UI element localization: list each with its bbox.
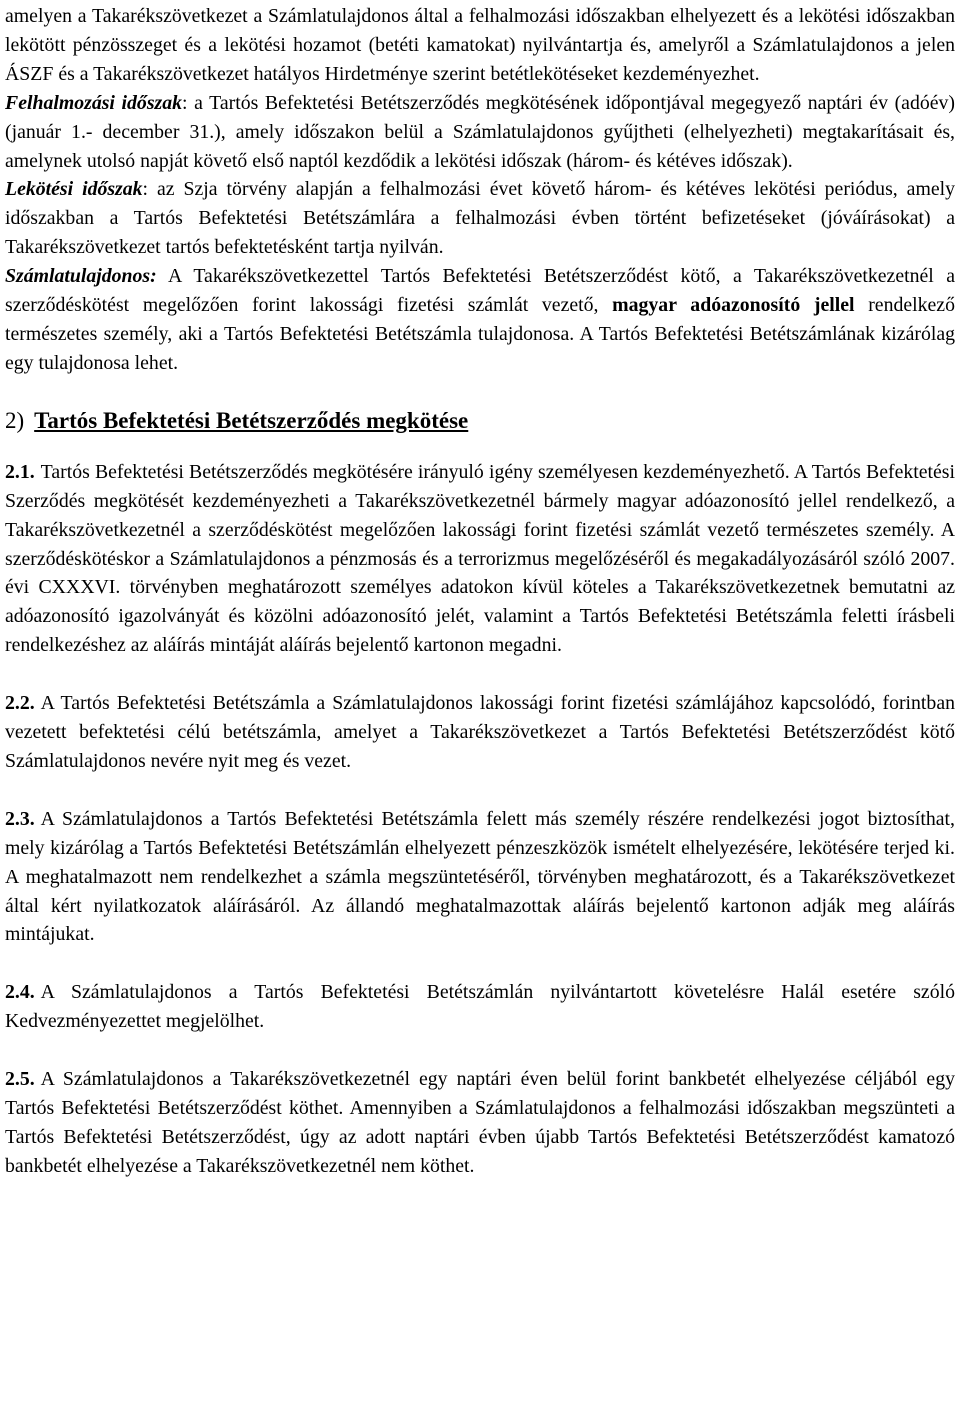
clause-text: A Számlatulajdonos a Takarékszövetkezetnél egy naptári éven belül forint bankbetét elhelyezése céljából egy Tartós Befektetési Betétszerződést köthet. Amennyiben a Számlatulajdonos a felhalmozási időszakban megszünteti a Tartós Befektetési Betétszerződést, úgy az adott naptári évben újabb Tartós Befektetési Betétszerződést kamatozó bankbetét elhelyezése a Takarékszövetkezetnél nem köthet. [5, 1068, 955, 1177]
clause-text: Tartós Befektetési Betétszerződés megkötésére irányuló igény személyesen kezdeményezhető. A Tartós Befektetési Szerződés megkötését kezdeményezheti a Takarékszövetkezetnél bármely magyar adóazonosító jellel rendelkező, a Takarékszövetkezetnél a szerződéskötést megelőzően lakossági forint fizetési számlát vezető természetes személy. A szerződéskötéskor a Számlatulajdonos a pénzmosás és a terrorizmus megelőzéséről és megakadályozásáról szóló 2007. évi CXXXVI. törvényben meghatározott személyes adatokon kívül köteles a Takarékszövetkezetnek bemutatni az adóazonosító igazolványát és közölni adóazonosító jelét, valamint a Tartós Befektetési Betétszámla feletti írásbeli rendelkezéshez az aláírás mintáját aláírás bejelentő kartonon megadni. [5, 460, 955, 657]
section-title: Tartós Befektetési Betétszerződés megkötése [34, 407, 469, 433]
clause-text: A Számlatulajdonos a Tartós Befektetési Betétszámla felett más személy részére rendelkezési jogot biztosíthat, mely kizárólag a Tartós Befektetési Betétszámlán elhelyezett pénzeszközök ismételt elhelyezésére, lekötésére terjed ki. A meghatalmazott nem rendelkezhet a számla megszüntetéséről, törvényben meghatározott, és a Takarékszövetkezet által kért nyilatkozatok aláírásáról. Az állandó meghatalmazottak aláírás bejelentő kartonon adják meg aláírás mintájukat. [5, 807, 955, 946]
definition-lekotesi-idoszak [5, 175, 955, 262]
section-number: 2) [5, 407, 25, 433]
definition-term: Felhalmozási időszak [5, 91, 182, 114]
clause-number: 2.5. [5, 1068, 35, 1091]
clause-2-2 [5, 689, 955, 776]
definition-text-after: rendelkező természetes személy, aki a Tartós Befektetési Betétszámla tulajdonosa. A Tartós Befektetési Betétszámlának kizárólag egy tulajdonosa lehet. [5, 294, 955, 374]
definition-text: : a Tartós Befektetési Betétszerződés megkötésének időpontjával megegyező naptári év (adóév) (január 1.- december 31.), amely időszakon belül a Számlatulajdonos gyűjtheti (elhelyezheti) megtakarításait és, amelynek utolsó napját követő első naptól kezdődik a lekötési időszak (három- és kétéves időszak). [5, 91, 955, 172]
clause-number: 2.4. [5, 981, 35, 1004]
definition-text: : az Szja törvény alapján a felhalmozási évet követő három- és kétéves lekötési periódus, amely időszakban a Tartós Befektetési Betétszámlára a felhalmozási évben történt befizetéseket (jóváírásokat) a Takarékszövetkezet tartós befektetésként tartja nyilván. [5, 178, 956, 259]
clause-text: A Számlatulajdonos a Tartós Befektetési Betétszámlán nyilvántartott követelésre Halál esetére szóló Kedvezményezettet megjelölhet. [5, 981, 955, 1033]
clause-number: 2.3. [5, 807, 35, 830]
definition-bold-text: magyar adóazonosító jellel [612, 294, 855, 317]
clause-number: 2.1. [5, 460, 35, 483]
intro-text: amelyen a Takarékszövetkezet a Számlatulajdonos által a felhalmozási időszakban elhelyezett és a lekötési időszakban lekötött pénzösszeget és a lekötési hozamot (betéti kamatokat) nyilvántartja és, amelyről a Számlatulajdonos a jelen ÁSZF és a Takarékszövetkezet hatályos Hirdetménye szerint betétlekötéseket kezdeményezhet. [5, 5, 955, 85]
intro-paragraph [5, 0, 955, 89]
definition-felhalmozasi-idoszak [5, 89, 955, 176]
definition-text: A Takarékszövetkezettel Tartós Befektetési Betétszerződést kötő, a Takarékszövetkezetnél a szerződéskötést megelőzően forint lakossági fizetési számlát vezető, [5, 265, 955, 317]
section-heading [5, 406, 955, 436]
clause-2-4 [5, 978, 955, 1036]
definition-szamlatulajdonos [5, 262, 955, 378]
clause-2-1 [5, 458, 955, 660]
clause-2-3 [5, 805, 955, 950]
definition-term: Lekötési időszak [5, 178, 143, 201]
clause-text: A Tartós Befektetési Betétszámla a Számlatulajdonos lakossági forint fizetési számlájához kapcsolódó, forintban vezetett befektetési célú betétszámla, amelyet a Takarékszövetkezet a Tartós Befektetési Betétszerződést kötő Számlatulajdonos nevére nyit meg és vezet. [5, 692, 955, 772]
clause-number: 2.2. [5, 692, 35, 715]
definition-term: Számlatulajdonos: [5, 265, 157, 288]
clause-2-5 [5, 1065, 955, 1181]
